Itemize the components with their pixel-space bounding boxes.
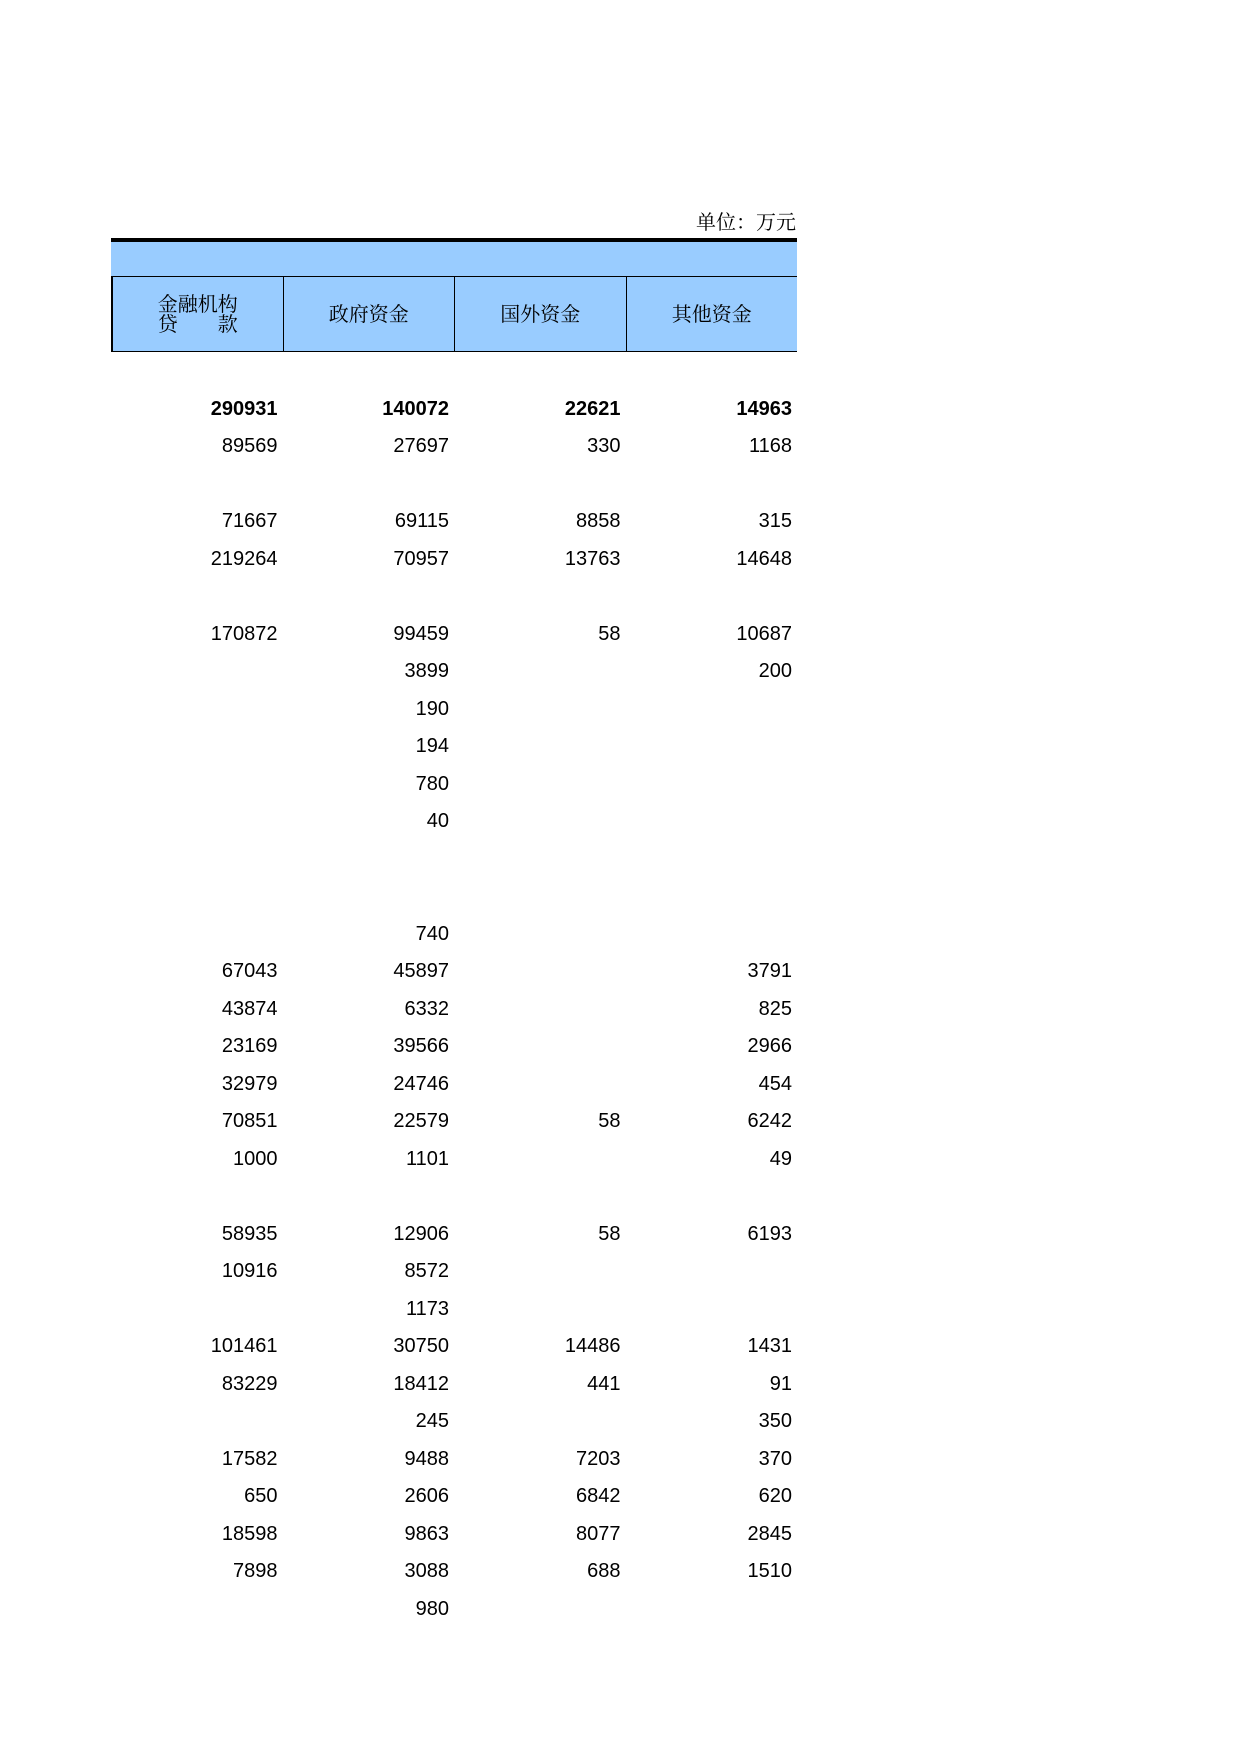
table-cell: 1173	[405, 1297, 449, 1320]
table-row	[111, 1440, 797, 1478]
table-row	[111, 1515, 797, 1553]
table-cell: 8077	[576, 1522, 621, 1545]
table-cell: 83229	[221, 1372, 278, 1395]
table-row	[111, 953, 797, 991]
table-cell: 140072	[382, 397, 449, 420]
table-cell: 43874	[221, 997, 278, 1020]
table-cell: 22621	[564, 397, 621, 420]
header-line: 贷 款	[157, 312, 238, 336]
table-row	[111, 1140, 797, 1178]
table-row	[111, 1478, 797, 1516]
table-cell: 219264	[210, 547, 278, 570]
unit-label: 单位：万元	[696, 210, 796, 234]
table-row	[111, 428, 797, 466]
table-cell: 245	[415, 1410, 449, 1433]
table-row	[111, 1253, 797, 1291]
table-cell: 2606	[404, 1485, 449, 1508]
header-government-funds	[283, 277, 455, 351]
table-cell: 58	[598, 1222, 621, 1245]
header-foreign-funds	[454, 277, 626, 351]
table-row	[111, 540, 797, 578]
table-row	[111, 990, 797, 1028]
table-body	[111, 390, 797, 1628]
table-cell: 58935	[221, 1222, 278, 1245]
table-cell: 2966	[747, 1035, 792, 1058]
table-cell: 10687	[736, 622, 792, 645]
table-cell: 780	[415, 772, 449, 795]
table-row	[111, 578, 797, 616]
table-row	[111, 765, 797, 803]
table-row	[111, 690, 797, 728]
table-row	[111, 1403, 797, 1441]
table-cell: 40	[426, 810, 449, 833]
table-row	[111, 1328, 797, 1366]
table-cell: 3088	[404, 1560, 449, 1583]
table-cell: 17582	[221, 1447, 278, 1470]
table-cell: 980	[415, 1597, 449, 1620]
table-cell: 39566	[393, 1035, 449, 1058]
table-cell: 69115	[394, 510, 449, 533]
table-row	[111, 1215, 797, 1253]
table-cell: 170872	[210, 622, 278, 645]
table-row	[111, 728, 797, 766]
table-row	[111, 1290, 797, 1328]
table-cell: 441	[587, 1372, 621, 1395]
table-cell: 14963	[736, 397, 792, 420]
table-cell: 650	[244, 1485, 278, 1508]
table-cell: 13763	[564, 547, 621, 570]
table-cell: 6193	[747, 1222, 792, 1245]
table-header	[111, 276, 797, 352]
table-row	[111, 1553, 797, 1591]
table-cell: 18598	[221, 1522, 278, 1545]
table-cell: 18412	[393, 1372, 449, 1395]
table-cell: 1101	[405, 1147, 449, 1170]
table-cell: 14486	[564, 1335, 621, 1358]
table-cell: 91	[769, 1372, 792, 1395]
table-cell: 740	[415, 922, 449, 945]
table-cell: 45897	[393, 960, 449, 983]
table-cell: 99459	[393, 622, 449, 645]
table-row	[111, 653, 797, 691]
table-cell: 101461	[210, 1335, 278, 1358]
table-row	[111, 840, 797, 878]
header-financial-loans	[111, 277, 283, 351]
table-row	[111, 878, 797, 916]
table-row	[111, 465, 797, 503]
table-cell: 8572	[404, 1260, 449, 1283]
table-cell: 49	[769, 1147, 792, 1170]
table-cell: 9863	[404, 1522, 449, 1545]
table-cell: 6842	[576, 1485, 621, 1508]
table-row	[111, 803, 797, 841]
header-band	[111, 242, 797, 276]
table-cell: 315	[758, 510, 792, 533]
table-cell: 24746	[393, 1072, 449, 1095]
table-row	[111, 1103, 797, 1141]
table-row	[111, 1365, 797, 1403]
table-cell: 1168	[748, 435, 792, 458]
table-cell: 58	[598, 1110, 621, 1133]
table-cell: 14648	[736, 547, 792, 570]
table-cell: 620	[758, 1485, 792, 1508]
table-cell: 7898	[233, 1560, 278, 1583]
table-cell: 3791	[747, 960, 792, 983]
header-line: 其他资金	[671, 302, 752, 326]
table-row	[111, 390, 797, 428]
table-cell: 67043	[221, 960, 278, 983]
table-cell: 1510	[747, 1560, 792, 1583]
header-line: 金融机构	[157, 292, 238, 316]
table-cell: 1000	[233, 1147, 278, 1170]
table-row	[111, 1065, 797, 1103]
table-cell: 6242	[747, 1110, 792, 1133]
table-cell: 32979	[221, 1072, 278, 1095]
table-cell: 370	[758, 1447, 792, 1470]
table-cell: 330	[587, 435, 621, 458]
table-cell: 290931	[210, 397, 278, 420]
table-row	[111, 1590, 797, 1628]
table-cell: 825	[758, 997, 792, 1020]
table-cell: 2845	[747, 1522, 792, 1545]
table-cell: 200	[758, 660, 792, 683]
table-cell: 8858	[576, 510, 621, 533]
table-cell: 3899	[404, 660, 449, 683]
table-row	[111, 1028, 797, 1066]
table-row	[111, 1178, 797, 1216]
table-cell: 9488	[404, 1447, 449, 1470]
table-cell: 70851	[221, 1110, 278, 1133]
table-row	[111, 615, 797, 653]
table-cell: 350	[758, 1410, 792, 1433]
table-cell: 23169	[221, 1035, 278, 1058]
table-cell: 10916	[221, 1260, 278, 1283]
table-cell: 190	[415, 697, 449, 720]
table-cell: 12906	[393, 1222, 449, 1245]
table-cell: 1431	[747, 1335, 792, 1358]
header-line: 政府资金	[328, 302, 409, 326]
table-cell: 7203	[576, 1447, 621, 1470]
table-cell: 58	[598, 622, 621, 645]
table-cell: 71667	[221, 510, 278, 533]
table-cell: 688	[587, 1560, 621, 1583]
table-cell: 454	[758, 1072, 792, 1095]
table-cell: 27697	[393, 435, 449, 458]
table-row	[111, 915, 797, 953]
header-other-funds	[626, 277, 798, 351]
table-row	[111, 503, 797, 541]
table-cell: 89569	[221, 435, 278, 458]
table-cell: 70957	[393, 547, 449, 570]
table-cell: 6332	[404, 997, 449, 1020]
table-cell: 194	[415, 735, 449, 758]
table-cell: 30750	[393, 1335, 449, 1358]
header-line: 国外资金	[500, 302, 581, 326]
table-cell: 22579	[393, 1110, 449, 1133]
